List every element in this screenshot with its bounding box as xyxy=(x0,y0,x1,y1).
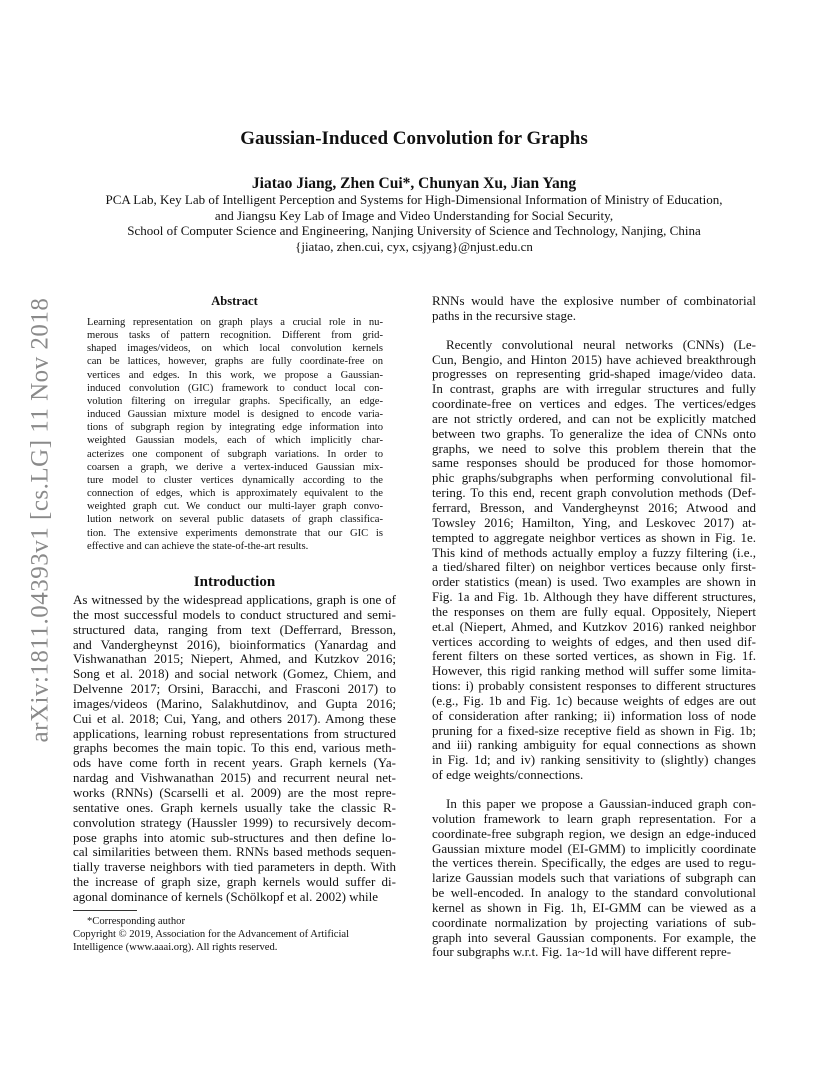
paper-title: Gaussian-Induced Convolution for Graphs xyxy=(240,128,588,149)
right-col-line: are not strictly ordered, and can not be explicitly matched xyxy=(432,410,756,426)
intro-line: Vishwanathan 2015; Niepert, Ahmed, and Kutzkov 2016; xyxy=(73,651,396,667)
arxiv-identifier-text: arXiv:1811.04393v1 [cs.LG] 11 Nov 2018 xyxy=(26,297,53,743)
intro-line: agonal dominance of kernels (Schölkopf et al. 2002) while xyxy=(73,888,379,904)
abstract-line: coarsen a graph, we derive a vertex-induced Gaussian mix- xyxy=(87,461,383,473)
abstract-line: Learning representation on graph plays a crucial role in nu- xyxy=(87,317,383,328)
intro-line: cal similarities between them. RNNs based methods sequen- xyxy=(73,844,396,860)
abstract-line: volution filtering on irregular graphs. Specifically, an edge- xyxy=(87,395,383,407)
abstract-line: acterizes one component of subgraph variations. In order to xyxy=(87,448,383,460)
affiliations xyxy=(0,192,828,254)
right-col-line: ferrard, Bresson, and Vandergheynst 2016; Atwood and xyxy=(432,499,756,515)
abstract-line: can be lattices, however, graphs are fully coordinate-free on xyxy=(87,356,383,368)
abstract-line: tion. The extensive experiments demonstrate that our GIC is xyxy=(87,527,383,539)
paper-authors: Jiatao Jiang, Zhen Cui*, Chunyan Xu, Jian Yang xyxy=(251,175,577,192)
right-col-line: kernel as shown in Fig. 1h, EI-GMM can be viewed as a xyxy=(432,899,756,915)
right-col-line: tions: i) probably consistent responses to different structures xyxy=(432,678,756,694)
right-col-line: progresses on representing grid-shaped image/video data. xyxy=(432,366,756,382)
affiliation-line: and Jiangsu Key Lab of Image and Video Understanding for Social Security, xyxy=(214,207,614,223)
right-col-line: of consideration after ranking; ii) information loss of node xyxy=(432,707,756,723)
abstract-body xyxy=(87,316,383,553)
author-emails: {jiatao, zhen.cui, cyx, csjyang}@njust.edu.cn xyxy=(295,238,533,254)
abstract-line: weighted Gaussian models, each of which implicitly char- xyxy=(87,435,383,447)
right-col-line: paths in the recursive stage. xyxy=(432,307,577,323)
copyright-line: Copyright © 2019, Association for the Advancement of Artificial xyxy=(73,929,350,940)
right-col-line: (e.g., Fig. 1b and Fig. 1c) because weights of edges are out xyxy=(432,692,756,708)
right-col-line: vertices according to weights of edges, and then used dif- xyxy=(432,633,756,649)
right-col-line: Recently convolutional neural networks (CNNs) (Le- xyxy=(446,336,756,352)
right-col-line: four subgraphs w.r.t. Fig. 1a~1d will have different repre- xyxy=(432,944,732,960)
abstract-line: tions of subgraph region by integrating edge information into xyxy=(87,422,383,434)
corresponding-author-note: *Corresponding author xyxy=(87,916,185,927)
right-col-line: volution framework to learn graph representation. For a xyxy=(432,810,756,826)
right-col-line: graphs, we need to solve this problem therein that the xyxy=(432,440,756,456)
introduction-heading: Introduction xyxy=(193,574,276,590)
affiliation-line: PCA Lab, Key Lab of Intelligent Perception and Systems for High-Dimensional Information of Ministry of Education, xyxy=(105,192,723,207)
right-col-line: larize Gaussian models such that variations of subgraph can xyxy=(432,870,756,886)
right-col-line: be well-encoded. In analogy to the standard convolutional xyxy=(432,885,756,901)
intro-line: structured data, ranging from text (Defferrard, Bresson, xyxy=(73,621,396,637)
right-col-line: of edge weights/connections. xyxy=(432,767,584,783)
abstract-line: weighted graph cut. We conduct our multi-layer graph convo- xyxy=(87,501,383,513)
abstract-line: effective and can achieve the state-of-the-art results. xyxy=(87,540,309,552)
right-col-line: tering. To this end, recent graph convolution methods (Def- xyxy=(432,485,756,501)
right-col-line: Cun, Bengio, and Hinton 2015) have achieved breakthrough xyxy=(432,351,756,367)
right-col-line: Fig. 1a and Fig. 1b. Although they have different structures, xyxy=(432,589,756,605)
abstract-line: vertices and edges. In this work, we propose a Gaussian- xyxy=(87,369,383,381)
abstract-line: lution network on several public datasets of graph classifica- xyxy=(87,514,383,526)
intro-line: tially traverse neighbors with tied parameters in depth. With xyxy=(73,859,396,875)
abstract-line: induced Gaussian mixture model is designed to encode varia- xyxy=(87,409,383,421)
affiliation-line: School of Computer Science and Engineering, Nanjing University of Science and Technology, Nanjing, China xyxy=(127,223,701,238)
right-col-line: However, this rigid ranking method will suffer some limita- xyxy=(432,663,756,679)
right-col-line: graph into several Gaussian components. For example, the xyxy=(432,929,756,945)
right-col-line: coordinate normalization by projecting variations of sub- xyxy=(432,914,756,930)
intro-line: and Vandergheynst 2016), bioinformatics (Yanardag and xyxy=(73,636,396,652)
right-col-line: et.al (Niepert, Ahmed, and Kutzkov 2016) ranked neighbor xyxy=(432,618,756,634)
right-col-line: phic graphs/subgraphs when performing convolutional fil- xyxy=(432,470,756,486)
intro-line: As witnessed by the widespread applications, graph is one of xyxy=(73,592,396,607)
right-col-line: order statistics (mean) is used. Two examples are shown in xyxy=(432,574,756,590)
right-col-line: the vertices therein. Specifically, the edges are used to regu- xyxy=(432,855,756,871)
right-col-line: coordinate-free on vertices and edges. The vertices/edges xyxy=(432,396,756,412)
intro-line: Song et al. 2018) and social network (Gomez, Chiem, and xyxy=(73,666,396,682)
intro-line: applications, learning robust representations from structured xyxy=(73,725,396,741)
intro-line: the increase of graph size, graph kernels would suffer di- xyxy=(73,874,396,890)
right-col-line: pruning for a fixed-size receptive field as shown in Fig. 1b; xyxy=(432,722,756,738)
abstract-line: ture model to cluster vertices dynamically according to the xyxy=(87,474,383,486)
right-col-line: In contrast, graphs are with irregular structures and fully xyxy=(432,381,756,397)
intro-line: ods have come forth in recent years. Graph kernels (Ya- xyxy=(73,755,396,771)
abstract-line: merous tasks of pattern recognition. Different from grid- xyxy=(87,330,383,342)
paragraph-gap xyxy=(432,324,756,338)
right-col-line: tempted to aggregate neighbor vertices as shown in Fig. 1e. xyxy=(432,529,756,545)
abstract-line: induced convolution (GIC) framework to conduct local con- xyxy=(87,382,383,394)
intro-line: sentative ones. Graph kernels usually take the classic R- xyxy=(73,799,396,815)
right-col-line: same responses should be produced for those homomor- xyxy=(432,455,756,471)
right-col-line: a tied/shared filter) on neighbor vertices because only first- xyxy=(432,559,756,575)
right-col-line: in Fig. 1d; and iv) ranking sensitivity to (slightly) changes xyxy=(432,752,756,768)
introduction-body xyxy=(73,593,396,905)
right-col-line: the responses on them are fully equal. Oppositely, Niepert xyxy=(432,603,756,619)
paragraph-gap xyxy=(432,783,756,797)
intro-line: convolution strategy (Haussler 1999) to recursively decom- xyxy=(73,814,396,830)
intro-line: graphs becomes the main topic. To this end, various meth- xyxy=(73,740,396,756)
abstract-heading: Abstract xyxy=(211,294,258,308)
right-col-line: Gaussian mixture model (EI-GMM) to implicitly coordinate xyxy=(432,840,756,856)
footnote-rule xyxy=(73,910,137,911)
intro-line: the most successful models to conduct structured and semi- xyxy=(73,606,396,622)
right-col-line: ferent filters on these sorted vertices, as shown in Fig. 1f. xyxy=(432,648,756,664)
abstract-line: shaped images/videos, on which local convolution kernels xyxy=(87,343,383,355)
right-col-line: and iii) ranking ambiguity for equal connections as shown xyxy=(432,737,756,753)
footnote xyxy=(73,915,396,954)
right-col-line: This kind of methods actually employ a fuzzy filtering (i.e., xyxy=(432,544,756,560)
intro-line: images/videos (Marino, Salakhutdinov, and Gupta 2016; xyxy=(73,695,396,711)
right-col-line: between two graphs. To generalize the idea of CNNs onto xyxy=(432,425,756,441)
right-col-line: coordinate-free subgraph region, we design an edge-induced xyxy=(432,825,756,841)
abstract-line: connection of edges, which is approximately equivalent to the xyxy=(87,488,383,500)
intro-line: Cui et al. 2018; Cui, Yang, and others 2017). Among these xyxy=(73,710,396,726)
intro-line: works (RNNs) (Scarselli et al. 2009) are the most repre- xyxy=(73,784,396,800)
intro-line: pose graphs into atomic sub-structures and then define lo- xyxy=(73,829,396,845)
arxiv-identifier xyxy=(22,282,58,758)
intro-line: nardag and Vishwanathan 2015) and recurrent neural net- xyxy=(73,770,396,786)
right-column-body xyxy=(432,294,756,960)
right-col-line: In this paper we propose a Gaussian-induced graph con- xyxy=(446,796,756,811)
right-col-line: Towsley 2016; Hamilton, Ying, and Leskovec 2017) at- xyxy=(432,514,756,530)
intro-line: Delvenne 2017; Orsini, Baracchi, and Frasconi 2017) to xyxy=(73,681,396,697)
right-col-line: RNNs would have the explosive number of combinatorial xyxy=(432,293,756,308)
copyright-line: Intelligence (www.aaai.org). All rights reserved. xyxy=(73,942,278,953)
